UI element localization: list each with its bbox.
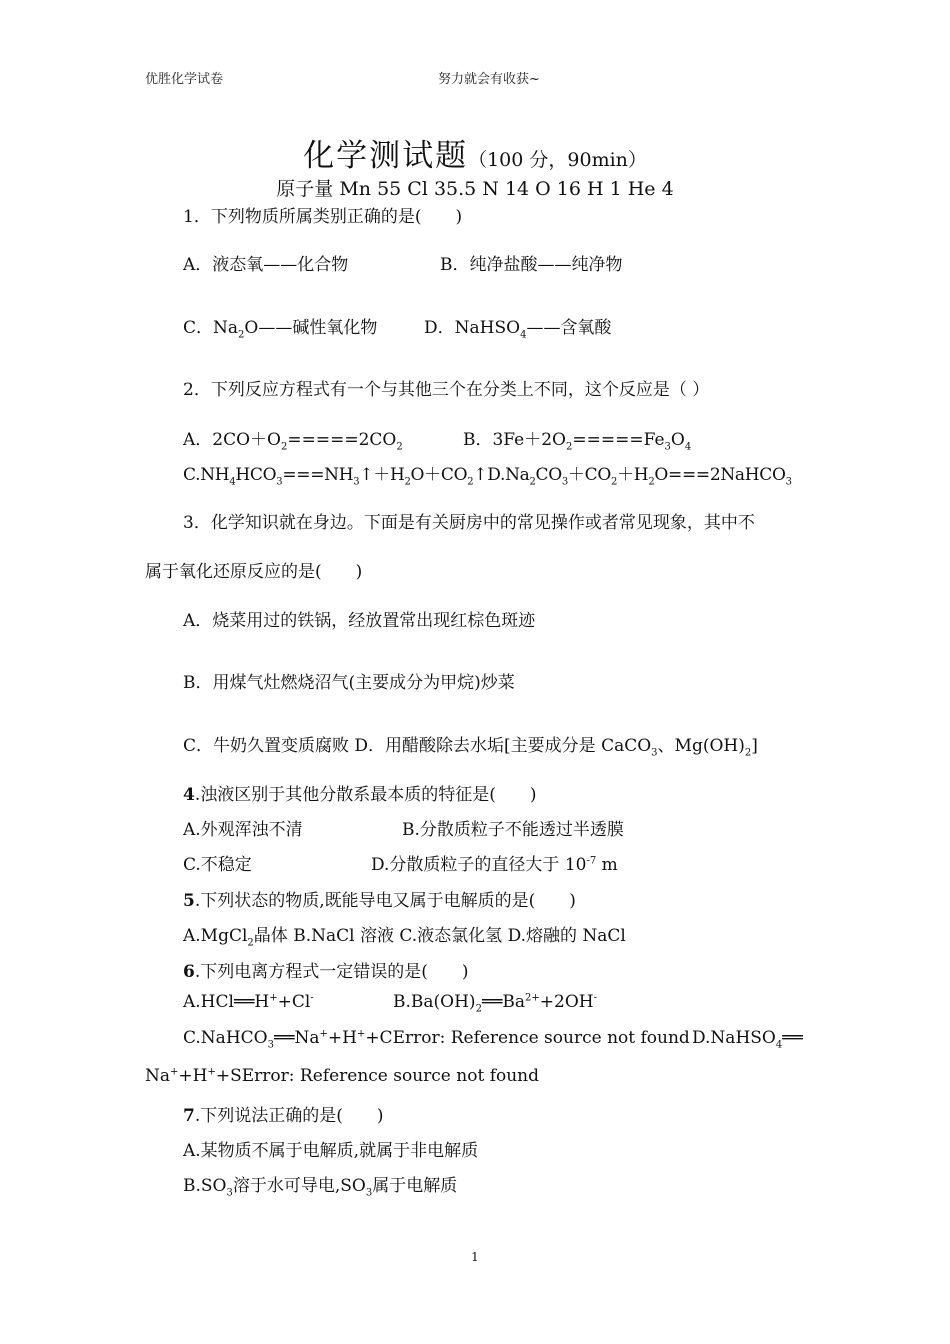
q2-option-b: B．$3Fe+2O_2=====Fe_3O_4$ [463,430,692,453]
q4-option-b: B.分散质粒子不能透过半透膜 [402,820,624,840]
header-left: 优胜化学试卷 [145,72,224,87]
q7-option-a: A.某物质不属于电解质,就属于非电解质 [183,1141,479,1161]
page-number: 1 [471,1250,479,1264]
q6-option-d: D.NaHSO$_4$══ [692,1028,803,1051]
q2-option-a: A．$2CO+O_2=====2CO_2$ [183,430,403,453]
q4-option-d: D.分散质粒子的直径大于 $10^{-7}$ m [371,855,618,875]
q2-stem: 2．下列反应方程式有一个与其他三个在分类上不同，这个反应是（ ） [183,380,710,400]
q3-options-cd: C．牛奶久置变质腐败 D．用醋酸除去水垢[主要成分是 CaCO$_3$、$Mg(OH)_2$] [183,736,758,759]
q3-option-a: A．烧菜用过的铁锅，经放置常出现红棕色斑迹 [183,611,536,631]
q5-stem: 5.下列状态的物质,既能导电又属于电解质的是( ) [183,891,576,911]
q1-stem: 1．下列物质所属类别正确的是( ) [183,207,463,227]
atomic-masses: 原子量 Mn 55 Cl 35.5 N 14 O 16 H 1 He 4 [276,178,674,200]
q6-option-b: $B.Ba(OH)_2══Ba^{2+}+2OH^-$ [393,992,598,1015]
q6-option-d-continued: Na++H++SError: Reference source not found [145,1066,539,1086]
q2-options-cd: $C.NH_4HCO_3===NH_3↑+H_2O+CO_2↑D.Na_2CO_3+CO_2+H_2O===2NaHCO_3$ [183,465,792,488]
q4-option-c: C.不稳定 [183,855,252,875]
q6-option-c: C.NaHCO$_3$══Na++H++CError: Reference source not found [183,1028,690,1051]
page-title [0,130,950,175]
q1-option-d: D．NaHSO$_4$——含氧酸 [424,318,612,341]
q1-option-c: C．$Na_2O——$碱性氧化物 [183,318,378,341]
title-main: 化学测试题 [303,138,469,174]
q4-option-a: A.外观浑浊不清 [183,820,303,840]
q3-stem-line1: 3．化学知识就在身边。下面是有关厨房中的常见操作或者常见现象，其中不 [183,513,755,533]
title-sub: （100 分，90min） [468,149,647,171]
q1-option-b: B．纯净盐酸——纯净物 [440,255,623,275]
q6-option-a: A.HCl══H++Cl- [183,992,314,1012]
q5-options: A.MgCl$_2$晶体 B.NaCl 溶液 C.液态氯化氢 D.熔融的 NaCl [183,926,626,949]
q7-option-b: $B.SO_3$溶于水可导电$,SO_3$属于电解质 [183,1176,458,1199]
header-center: 努力就会有收获~ [438,72,540,87]
q6-stem: 6.下列电离方程式一定错误的是( ) [183,962,469,982]
q7-stem: 7.下列说法正确的是( ) [183,1106,384,1126]
q1-option-a: A．液态氧——化合物 [183,255,349,275]
q4-stem: 4.浊液区别于其他分散系最本质的特征是( ) [183,785,537,805]
q3-stem-line2: 属于氧化还原反应的是( ) [145,562,363,582]
q3-option-b: B．用煤气灶燃烧沼气(主要成分为甲烷)炒菜 [183,673,515,693]
